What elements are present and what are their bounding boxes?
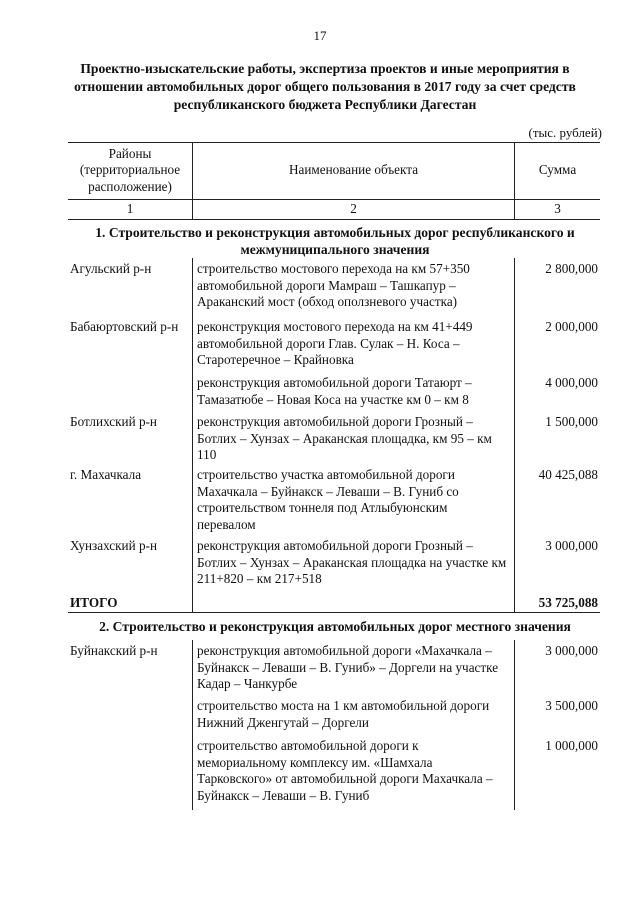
sum-cell: 1 500,000 [545, 414, 598, 429]
sum-cell: 3 000,000 [545, 643, 598, 658]
column-numbers-border [68, 219, 600, 220]
sum-cell: 2 800,000 [545, 261, 598, 276]
object-cell: строительство автомобильной дороги к мемориальному комплексу им. «Шамхала Тарковского» от автомобильной дороги Махачкала – Буйнакск – Леваши – В. Гуниб [197, 738, 493, 803]
sum-cell: 2 000,000 [545, 319, 598, 334]
column-number: 2 [350, 200, 357, 216]
object-cell: реконструкция автомобильной дороги Татаюрт – Тамазатюбе – Новая Коса на участке км 0 – км 8 [197, 375, 472, 407]
district-cell: г. Махачкала [70, 467, 142, 482]
column-number: 1 [126, 200, 134, 216]
column-divider [192, 640, 193, 810]
object-cell: строительство участка автомобильной дороги Махачкала – Буйнакск – Леваши – В. Гуниб со строительством тоннеля под Атлыбуюнским перевалом [197, 467, 459, 532]
header-district: Районы (территориальное расположение) [79, 145, 181, 194]
document-title: Проектно-изыскательские работы, экспертиза проектов и иные мероприятия в отношении автомобильных дорог общего пользования в 2017 году за счет средств республиканского бюджета Республики Дагестан [74, 61, 576, 112]
column-divider [514, 258, 515, 612]
district-cell: Хунзахский р-н [70, 538, 158, 553]
column-number: 3 [554, 200, 561, 216]
units-label: (тыс. рублей) [528, 125, 602, 140]
district-cell: Буйнакский р-н [70, 643, 158, 658]
total-label: ИТОГО [70, 595, 118, 610]
district-cell: Агульский р-н [70, 261, 152, 276]
total-sum: 53 725,088 [538, 595, 598, 610]
sum-cell: 3 500,000 [545, 698, 598, 713]
section-border [68, 612, 600, 613]
district-cell: Ботлихский р-н [70, 414, 157, 429]
object-cell: строительство мостового перехода на км 57+350 автомобильной дороги Мамраш – Ташкапур – Араканский мост (обход оползневого участка) [197, 261, 470, 309]
object-cell: реконструкция автомобильной дороги Грозный – Ботлих – Хунзах – Араканская площадка, км 95 – км 110 [197, 414, 492, 462]
sum-cell: 1 000,000 [545, 738, 598, 753]
object-cell: реконструкция автомобильной дороги «Махачкала – Буйнакск – Леваши – В. Гуниб» – Доргели на участке Кадар – Чанкурбе [197, 643, 499, 691]
district-cell: Бабаюртовский р-н [70, 319, 179, 334]
object-cell: реконструкция автомобильной дороги Грозный – Ботлих – Хунзах – Араканская площадка на участке км 211+820 – км 217+518 [197, 538, 507, 586]
header-sum: Сумма [538, 162, 577, 178]
section-title: 2. Строительство и реконструкция автомобильных дорог местного значения [99, 619, 571, 634]
header-object: Наименование объекта [288, 162, 419, 178]
column-divider [192, 258, 193, 612]
sum-cell: 3 000,000 [545, 538, 598, 553]
section-title: 1. Строительство и реконструкция автомобильных дорог республиканского и межмуниципального значения [95, 225, 575, 257]
sum-cell: 4 000,000 [545, 375, 598, 390]
sum-cell: 40 425,088 [538, 467, 598, 482]
column-divider [514, 640, 515, 810]
page-number: 17 [313, 28, 327, 43]
object-cell: реконструкция мостового перехода на км 41+449 автомобильной дороги Глав. Сулак – Н. Коса – Старотеречное – Крайновка [197, 319, 473, 367]
object-cell: строительство моста на 1 км автомобильной дороги Нижний Дженгутай – Доргели [197, 698, 490, 730]
